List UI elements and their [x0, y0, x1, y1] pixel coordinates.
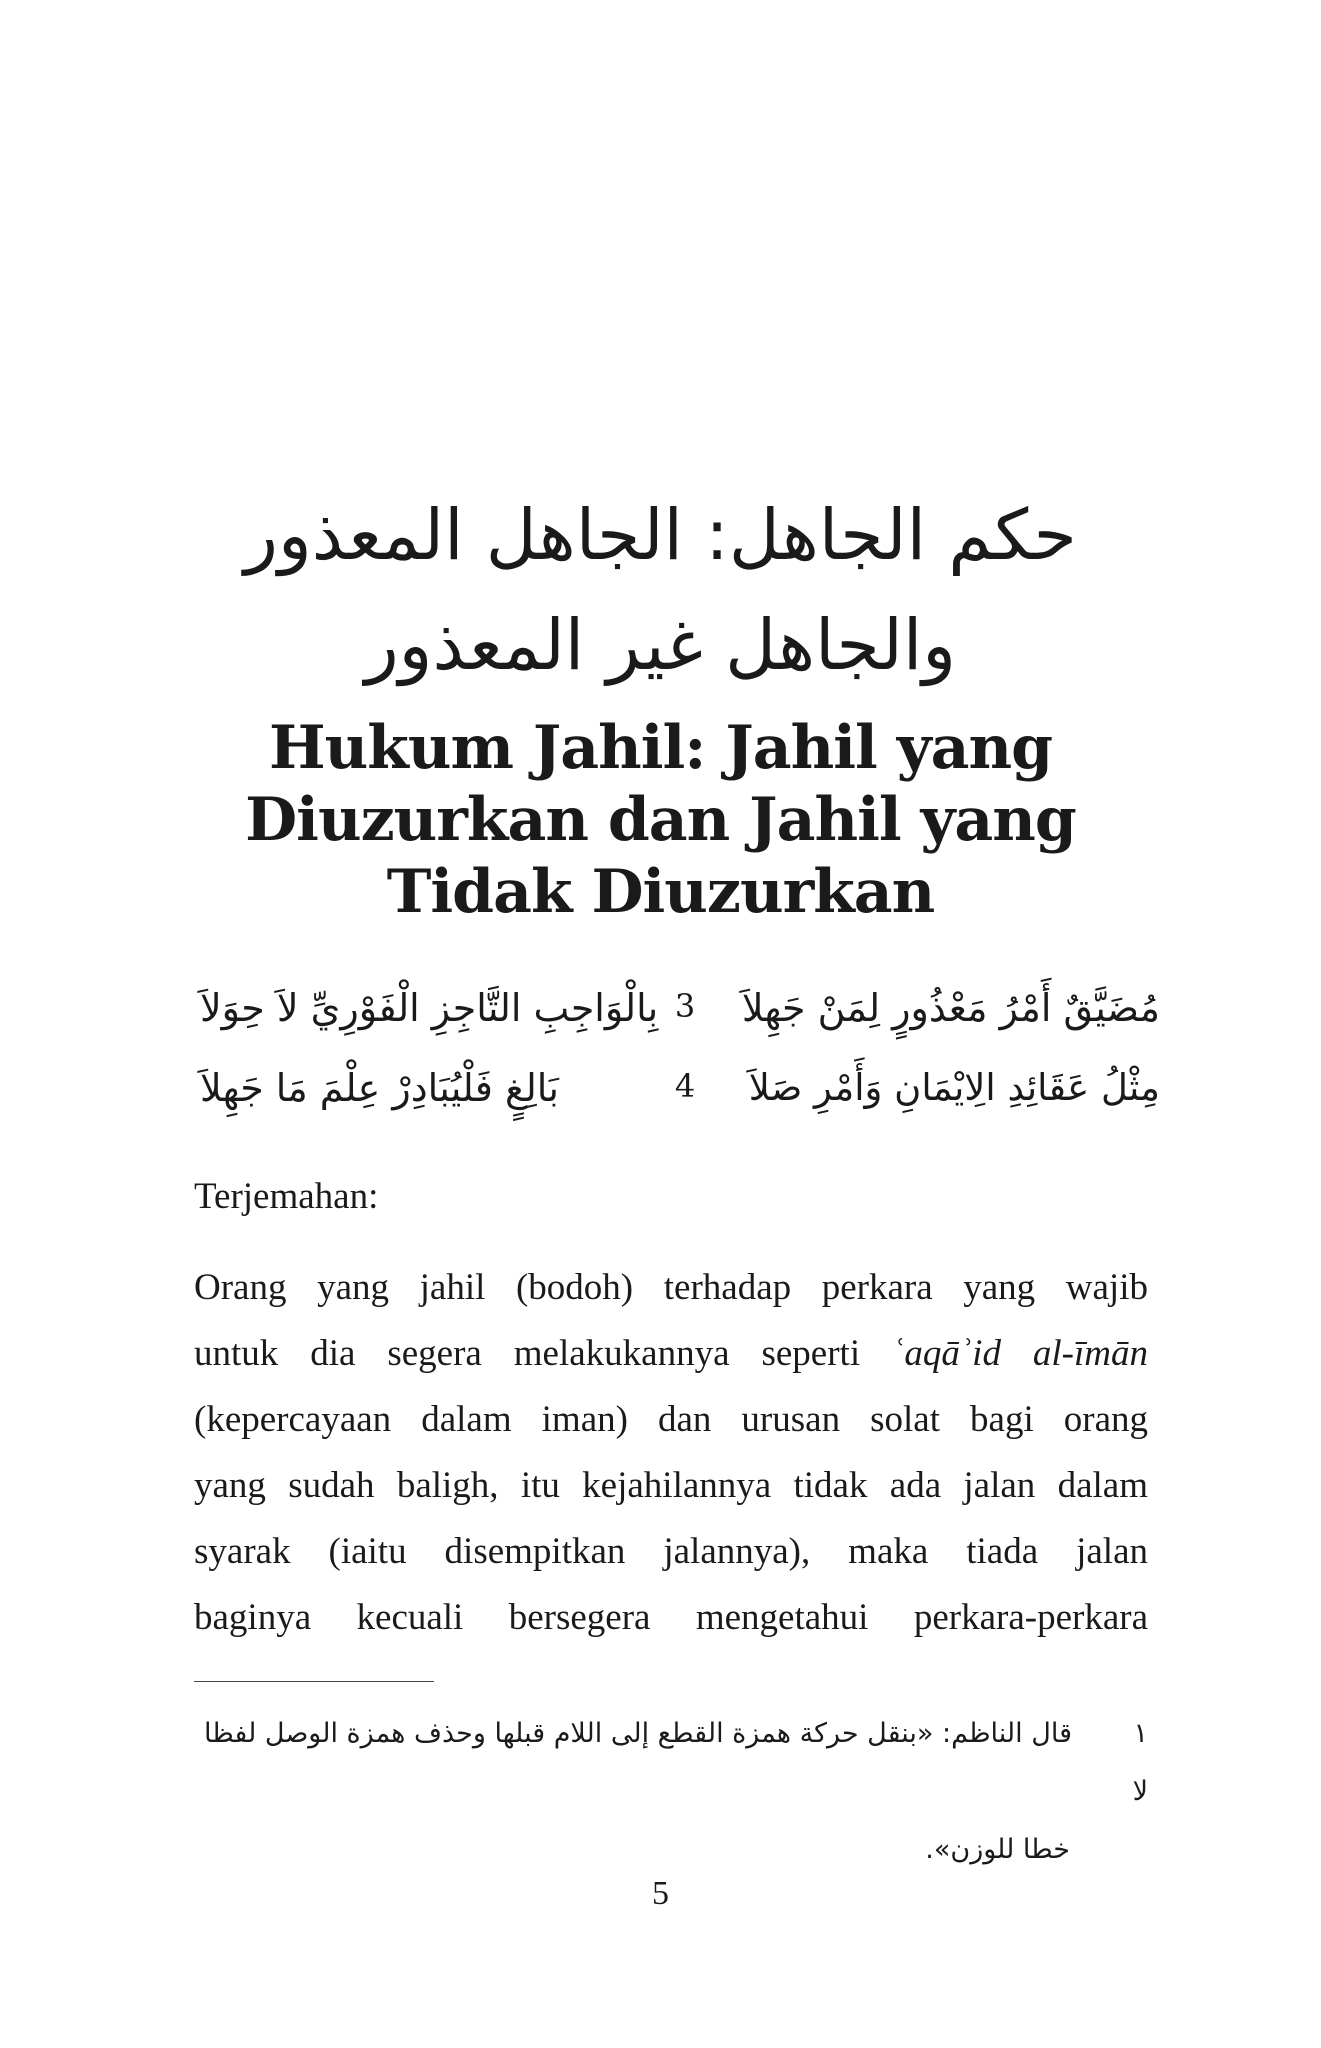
footnote-number: ١	[1133, 1718, 1148, 1749]
verse-4	[200, 1058, 1160, 1138]
footnote-line-1	[194, 1705, 1148, 1821]
paragraph-italic-term: ʿaqāʾid al-īmān	[892, 1333, 1148, 1374]
arabic-title-line-2: والجاهل غير المعذور	[364, 604, 957, 686]
translation-paragraph	[194, 1255, 1148, 1651]
verse-4-second-hemistich: بَالِغٍ فَلْيُبَادِرْ عِلْمَ مَا جَهِلاَ	[200, 1066, 559, 1110]
page-title	[150, 712, 1171, 928]
page-title-line-3: Tidak Diuzurkan	[386, 857, 935, 927]
page-number: 5	[652, 1875, 669, 1912]
paragraph-line-1: Orang yang jahil (bodoh) terhadap perkara yang wajib	[194, 1267, 1148, 1308]
paragraph-line-4: yang sudah baligh, itu kejahilannya tidak ada jalan dalam	[194, 1465, 1148, 1506]
poem	[200, 978, 1160, 1138]
paragraph-line-3: (kepercayaan dalam iman) dan urusan solat bagi orang	[194, 1399, 1148, 1440]
verse-3-first-hemistich: مُضَيَّقٌ أَمْرُ مَعْذُورٍ لِمَنْ جَهِلاَ	[741, 986, 1160, 1030]
footnote-divider	[194, 1681, 434, 1682]
verse-3-number: 3	[674, 987, 696, 1025]
verse-3-second-hemistich: بِالْوَاجِبِ التَّاجِزِ الْفَوْرِيِّ لاَ حِوَلاَ	[200, 986, 659, 1030]
footnote-line-2: خطا للوزن».	[925, 1834, 1070, 1865]
verse-4-number: 4	[674, 1067, 696, 1105]
footnote-text-1: قال الناظم: «بنقل حركة همزة القطع إلى اللام قبلها وحذف همزة الوصل لفظا لا	[204, 1718, 1148, 1807]
arabic-title-line-1: حكم الجاهل: الجاهل المعذور	[244, 494, 1077, 576]
translation-heading: Terjemahan:	[194, 1176, 379, 1217]
page-title-line-1: Hukum Jahil: Jahil yang	[268, 713, 1053, 783]
page-title-line-2: Diuzurkan dan Jahil yang	[245, 785, 1076, 855]
paragraph-line-2	[194, 1321, 1148, 1387]
verse-4-first-hemistich: مِثْلُ عَقَائِدِ الِايْمَانِ وَأَمْرِ صَلاَ	[748, 1066, 1160, 1109]
verse-3	[200, 978, 1160, 1058]
footnote	[194, 1705, 1148, 1879]
paragraph-line-6: baginya kecuali bersegera mengetahui perkara-perkara	[194, 1597, 1148, 1638]
paragraph-line-5: syarak (iaitu disempitkan jalannya), maka tiada jalan	[194, 1531, 1148, 1572]
paragraph-line-2-text: untuk dia segera melakukannya seperti	[194, 1333, 893, 1374]
